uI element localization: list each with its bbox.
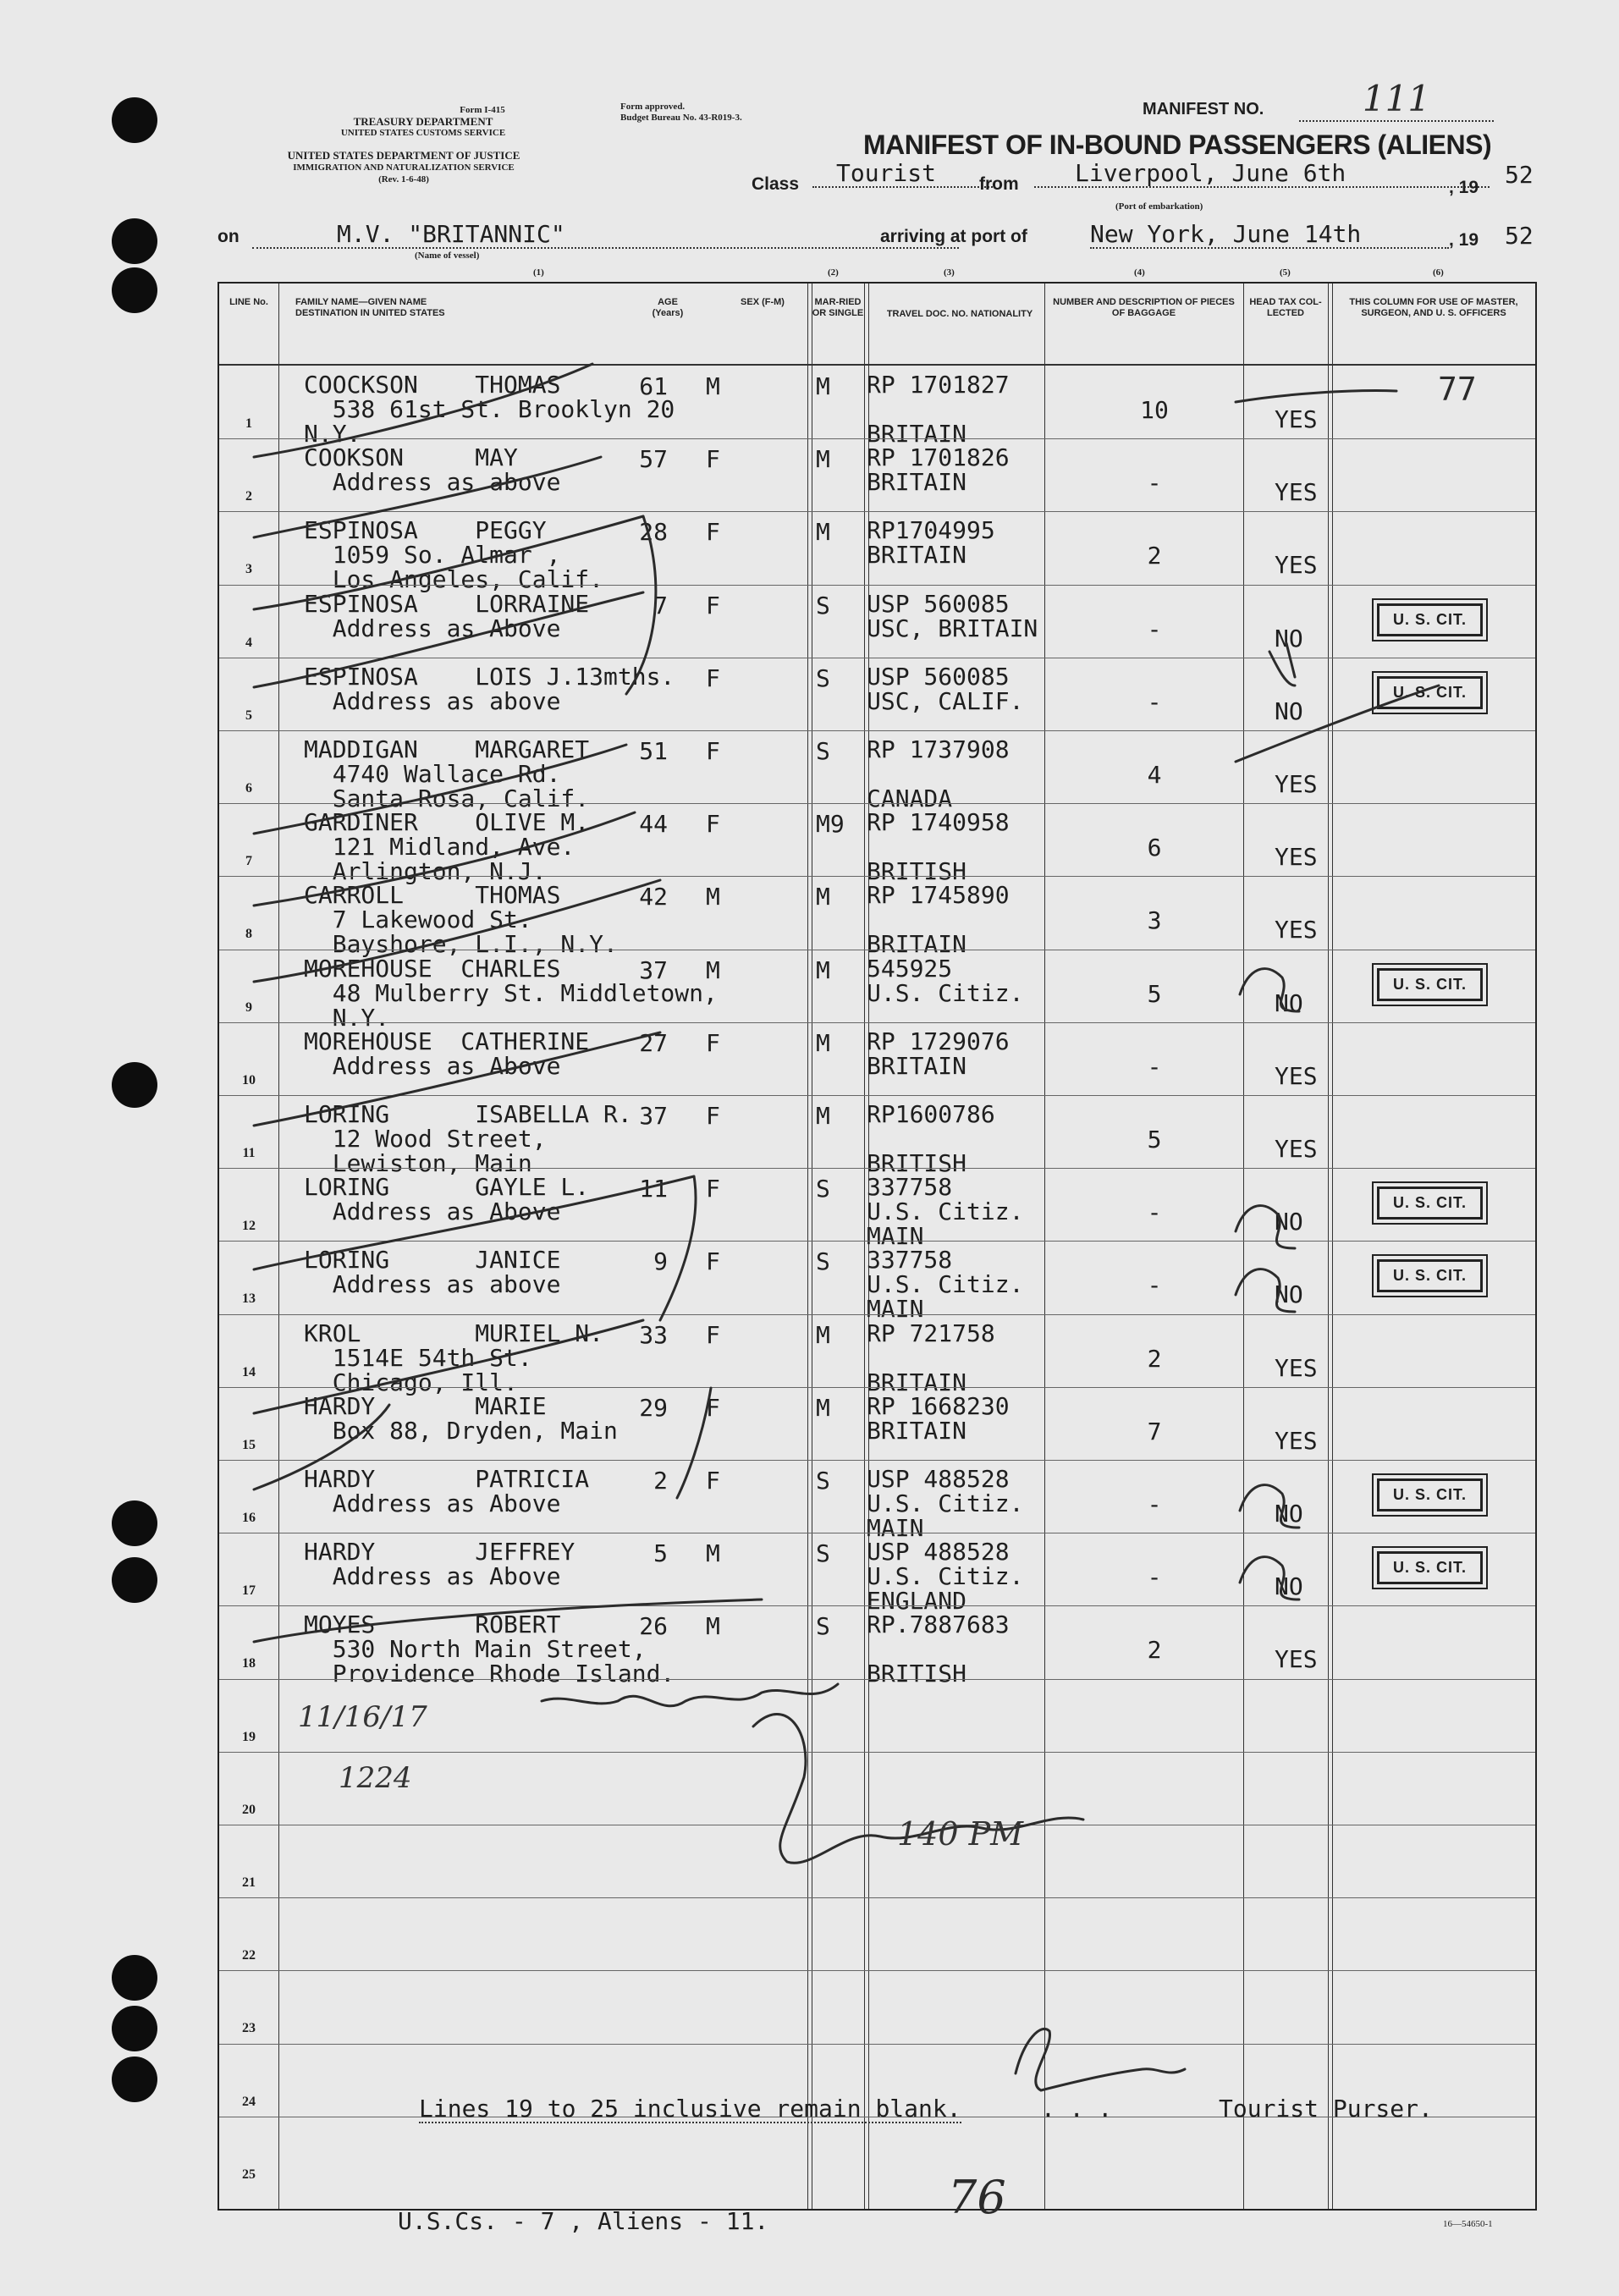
age: 61 bbox=[639, 372, 668, 400]
from-label: from bbox=[979, 174, 1019, 194]
baggage-count: - bbox=[1147, 1563, 1162, 1592]
baggage-count: - bbox=[1147, 1490, 1162, 1518]
passenger-name: CARROLL THOMAS bbox=[304, 881, 561, 910]
age: 37 bbox=[639, 1102, 668, 1130]
totals-line: U.S.Cs. - 7 , Aliens - 11. bbox=[398, 2207, 769, 2235]
sex: F bbox=[706, 1247, 720, 1276]
head-tax-collected: YES bbox=[1275, 1061, 1318, 1090]
head-tax-collected: YES bbox=[1275, 1645, 1318, 1674]
passenger-name: LORING GAYLE L. bbox=[304, 1173, 590, 1202]
destination-address: Address as Above bbox=[304, 614, 561, 642]
head-tax-collected: NO bbox=[1275, 988, 1303, 1017]
travel-document-nationality: USP 488528 U.S. Citiz. ENGLAND bbox=[867, 1538, 1024, 1616]
marital-status: S bbox=[816, 1539, 830, 1568]
handwritten-date: 11/16/17 bbox=[298, 1700, 427, 1734]
destination-address: Address as Above bbox=[304, 1562, 561, 1591]
check-mark bbox=[1240, 969, 1299, 1011]
head-tax-collected: YES bbox=[1275, 1426, 1318, 1455]
revision-date: (Rev. 1-6-48) bbox=[378, 174, 429, 184]
check-mark bbox=[660, 1176, 696, 1320]
sex: F bbox=[706, 1393, 720, 1422]
vessel-name-label: (Name of vessel) bbox=[415, 251, 480, 261]
baggage-count: 10 bbox=[1140, 396, 1169, 424]
head-tax-collected: NO bbox=[1275, 1280, 1303, 1309]
treasury-department: TREASURY DEPARTMENT bbox=[353, 115, 493, 128]
sex: M bbox=[706, 372, 720, 400]
ins-label: IMMIGRATION AND NATURALIZATION SERVICE bbox=[293, 162, 515, 173]
age: 5 bbox=[653, 1539, 668, 1568]
passenger-name: ESPINOSA PEGGY bbox=[304, 516, 547, 545]
marital-status: S bbox=[816, 591, 830, 619]
handwritten-page-mark: 76 bbox=[948, 2171, 1006, 2224]
us-citizen-stamp: U. S. CIT. bbox=[1377, 1259, 1483, 1292]
age: 57 bbox=[639, 445, 668, 474]
port-of-embarkation-label: (Port of embarkation) bbox=[1115, 201, 1203, 212]
marital-status: S bbox=[816, 1247, 830, 1276]
manifest-number: 111 bbox=[1299, 78, 1494, 122]
passenger-name: LORING ISABELLA R. bbox=[304, 1100, 632, 1128]
check-mark bbox=[254, 1320, 643, 1413]
header-head-tax: HEAD TAX COL-LECTED bbox=[1249, 297, 1322, 318]
sex: F bbox=[706, 1102, 720, 1130]
baggage-count: 2 bbox=[1147, 1344, 1162, 1373]
head-tax-collected: NO bbox=[1275, 1208, 1303, 1236]
destination-address: Box 88, Dryden, Main bbox=[304, 1416, 618, 1445]
year-prefix-1: , 19 bbox=[1449, 178, 1479, 197]
marital-status: M bbox=[816, 372, 830, 400]
sex: F bbox=[706, 810, 720, 839]
age: 11 bbox=[639, 1175, 668, 1203]
travel-document-nationality: 337758 U.S. Citiz. MAIN bbox=[867, 1246, 1024, 1324]
destination-address: 538 61st St. Brooklyn 20 N.Y. bbox=[304, 395, 675, 448]
line-number: 13 bbox=[242, 1291, 256, 1307]
destination-address: 530 North Main Street, Providence Rhode Island. bbox=[332, 1635, 675, 1688]
destination-address: 1514E 54th St. Chicago, Ill. bbox=[332, 1343, 532, 1396]
destination-address: Address as above bbox=[304, 686, 561, 715]
us-citizen-stamp: U. S. CIT. bbox=[1377, 1551, 1483, 1584]
remain-blank-note: Lines 19 to 25 inclusive remain blank. bbox=[419, 2095, 961, 2123]
age: 2 bbox=[653, 1467, 668, 1495]
line-number: 14 bbox=[242, 1364, 256, 1379]
head-tax-collected: NO bbox=[1275, 1572, 1303, 1601]
sex: M bbox=[706, 1539, 720, 1568]
line-number: 12 bbox=[242, 1219, 256, 1234]
check-mark bbox=[1236, 685, 1439, 762]
check-mark bbox=[1236, 1206, 1295, 1248]
travel-document-nationality: RP 1668230 BRITAIN bbox=[867, 1391, 1010, 1445]
arrival-port: New York, June 14th bbox=[1090, 222, 1449, 249]
baggage-count: - bbox=[1147, 1198, 1162, 1227]
marital-status: M9 bbox=[816, 810, 845, 839]
passenger-name: MOREHOUSE CATHERINE bbox=[304, 1027, 590, 1055]
marital-status: M bbox=[816, 518, 830, 547]
marital-status: S bbox=[816, 1612, 830, 1641]
baggage-count: 2 bbox=[1147, 542, 1162, 570]
column-number-5: (5) bbox=[1280, 267, 1291, 278]
age: 28 bbox=[639, 518, 668, 547]
check-mark bbox=[254, 745, 626, 837]
travel-document-nationality: RP 721758 BRITAIN bbox=[867, 1319, 995, 1396]
marital-status: M bbox=[816, 445, 830, 474]
check-mark bbox=[254, 589, 643, 687]
header-sex: SEX (F-M) bbox=[741, 297, 785, 307]
travel-document-nationality: RP 1740958 BRITISH bbox=[867, 808, 1010, 886]
sex: M bbox=[706, 1612, 720, 1641]
embarkation-port: Liverpool, June 6th bbox=[1034, 161, 1490, 188]
head-tax-collected: YES bbox=[1275, 770, 1318, 798]
us-citizen-stamp: U. S. CIT. bbox=[1377, 603, 1483, 636]
us-citizen-stamp: U. S. CIT. bbox=[1377, 1187, 1483, 1220]
passenger-name: ESPINOSA LORRAINE bbox=[304, 589, 590, 618]
sex: F bbox=[706, 1320, 720, 1349]
baggage-count: 6 bbox=[1147, 834, 1162, 862]
baggage-count: 4 bbox=[1147, 761, 1162, 789]
baggage-count: 5 bbox=[1147, 979, 1162, 1008]
destination-address: Address as above bbox=[304, 468, 561, 497]
line-number: 11 bbox=[242, 1146, 256, 1160]
purser-signature bbox=[1016, 2029, 1185, 2090]
travel-document-nationality: RP1704995 BRITAIN bbox=[867, 516, 995, 570]
destination-address: 1059 So. Almar , Los Angeles, Calif. bbox=[332, 541, 604, 594]
column-number-6: (6) bbox=[1433, 267, 1444, 278]
check-mark bbox=[254, 364, 592, 457]
marital-status: M bbox=[816, 1028, 830, 1057]
line-number: 1 bbox=[245, 416, 252, 431]
on-label: on bbox=[218, 227, 240, 246]
head-tax-collected: YES bbox=[1275, 843, 1318, 872]
destination-address: 4740 Wallace Rd. Santa Rosa, Calif. bbox=[332, 760, 590, 812]
check-mark bbox=[254, 812, 635, 906]
age: 7 bbox=[653, 591, 668, 619]
header-officers-use: THIS COLUMN FOR USE OF MASTER, SURGEON, AND U. S. OFFICERS bbox=[1349, 297, 1518, 318]
check-mark bbox=[677, 1388, 711, 1498]
sex: F bbox=[706, 591, 720, 619]
travel-document-nationality: RP 1745890 BRITAIN bbox=[867, 881, 1010, 959]
sex: F bbox=[706, 445, 720, 474]
arriving-label: arriving at port of bbox=[880, 227, 1027, 246]
header-age: AGE (Years) bbox=[652, 297, 684, 318]
head-tax-collected: YES bbox=[1275, 551, 1318, 580]
line-number: 3 bbox=[245, 562, 252, 577]
header-travel-doc: TRAVEL DOC. NO. NATIONALITY bbox=[886, 309, 1033, 319]
travel-document-nationality: USP 560085 USC, BRITAIN bbox=[867, 589, 1038, 642]
check-mark bbox=[254, 457, 601, 537]
year-2: 52 bbox=[1505, 222, 1534, 250]
us-citizen-stamp: U. S. CIT. bbox=[1377, 676, 1483, 709]
year-1: 52 bbox=[1505, 161, 1534, 189]
check-mark bbox=[254, 1599, 762, 1642]
baggage-count: - bbox=[1147, 469, 1162, 498]
travel-document-nationality: RP 1701826 BRITAIN bbox=[867, 443, 1010, 497]
baggage-count: - bbox=[1147, 1271, 1162, 1300]
handwritten-number: 1224 bbox=[339, 1761, 412, 1795]
check-mark bbox=[626, 516, 656, 694]
marital-status: M bbox=[816, 955, 830, 984]
line-number: 16 bbox=[242, 1511, 256, 1525]
line-number: 22 bbox=[242, 1948, 256, 1963]
check-mark bbox=[1236, 1269, 1295, 1312]
travel-document-nationality: RP 1729076 BRITAIN bbox=[867, 1027, 1010, 1080]
class-label: Class bbox=[752, 174, 800, 194]
check-mark bbox=[254, 1176, 694, 1269]
destination-address: 7 Lakewood St. Bayshore, L.I., N.Y. bbox=[332, 906, 618, 959]
purser-signature-dots: . . . bbox=[1041, 2095, 1113, 2123]
header-baggage: NUMBER AND DESCRIPTION OF PIECES OF BAGGAGE bbox=[1053, 297, 1235, 318]
line-number: 21 bbox=[242, 1875, 256, 1890]
check-mark bbox=[1240, 1485, 1299, 1528]
head-tax-collected: YES bbox=[1275, 1135, 1318, 1163]
destination-address: Address as above bbox=[304, 1270, 561, 1299]
header-name-destination: FAMILY NAME—GIVEN NAME DESTINATION IN UNITED STATES bbox=[295, 297, 445, 318]
destination-address: 12 Wood Street, Lewiston, Main bbox=[332, 1125, 547, 1177]
travel-document-nationality: RP 1701827 BRITAIN bbox=[867, 371, 1010, 448]
sex: F bbox=[706, 1175, 720, 1203]
passenger-name: MADDIGAN MARGARET bbox=[304, 735, 590, 763]
age: 9 bbox=[653, 1247, 668, 1276]
head-tax-collected: NO bbox=[1275, 624, 1303, 652]
column-number-4: (4) bbox=[1134, 267, 1145, 278]
us-citizen-stamp: U. S. CIT. bbox=[1377, 1478, 1483, 1511]
column-number-1: (1) bbox=[533, 267, 544, 278]
travel-document-nationality: 545925 U.S. Citiz. bbox=[867, 954, 1024, 1007]
travel-document-nationality: RP1600786 BRITISH bbox=[867, 1100, 995, 1177]
head-tax-collected: YES bbox=[1275, 916, 1318, 944]
line-number: 19 bbox=[242, 1729, 256, 1744]
class-value: Tourist bbox=[812, 161, 993, 188]
passenger-name: LORING JANICE bbox=[304, 1246, 561, 1275]
passenger-name: MOYES ROBERT bbox=[304, 1611, 561, 1639]
age: 51 bbox=[639, 737, 668, 765]
travel-document-nationality: RP 1737908 CANADA bbox=[867, 735, 1010, 812]
handwritten-time: 140 PM bbox=[897, 1815, 1024, 1853]
passenger-name: HARDY MARIE bbox=[304, 1391, 547, 1420]
marital-status: S bbox=[816, 1175, 830, 1203]
passenger-name: HARDY PATRICIA bbox=[304, 1465, 590, 1493]
line-number: 4 bbox=[245, 635, 252, 650]
customs-service: UNITED STATES CUSTOMS SERVICE bbox=[340, 128, 506, 138]
head-tax-collected: YES bbox=[1275, 478, 1318, 507]
header-married-single: MAR-RIED OR SINGLE bbox=[812, 297, 864, 318]
baggage-count: - bbox=[1147, 687, 1162, 716]
header-line-no: LINE No. bbox=[229, 297, 268, 307]
passenger-name: COOCKSON THOMAS bbox=[304, 371, 561, 399]
head-tax-collected: NO bbox=[1275, 1500, 1303, 1528]
form-number: Form I-415 bbox=[460, 105, 505, 115]
passenger-name: COOKSON MAY bbox=[304, 443, 518, 472]
marital-status: S bbox=[816, 737, 830, 765]
travel-document-nationality: RP.7887683 BRITISH bbox=[867, 1611, 1010, 1688]
passenger-name: MOREHOUSE CHARLES bbox=[304, 954, 561, 983]
line-number: 25 bbox=[242, 2167, 256, 2182]
official-signature bbox=[542, 1684, 838, 1706]
sex: F bbox=[706, 663, 720, 692]
age: 44 bbox=[639, 810, 668, 839]
line-number: 8 bbox=[245, 927, 252, 942]
line-number: 20 bbox=[242, 1802, 256, 1817]
line-number: 17 bbox=[242, 1583, 256, 1599]
line-number: 2 bbox=[245, 489, 252, 504]
age: 33 bbox=[639, 1320, 668, 1349]
document-title: MANIFEST OF IN-BOUND PASSENGERS (ALIENS) bbox=[863, 129, 1492, 160]
sex: F bbox=[706, 518, 720, 547]
sex: M bbox=[706, 883, 720, 911]
check-mark bbox=[1236, 391, 1396, 402]
baggage-count: 7 bbox=[1147, 1417, 1162, 1445]
line-number: 24 bbox=[242, 2094, 256, 2109]
line-number: 23 bbox=[242, 2021, 256, 2036]
marital-status: M bbox=[816, 1320, 830, 1349]
line-number: 7 bbox=[245, 854, 252, 869]
age: 27 bbox=[639, 1028, 668, 1057]
marital-status: M bbox=[816, 1102, 830, 1130]
sex: F bbox=[706, 737, 720, 765]
travel-document-nationality: 337758 U.S. Citiz. MAIN bbox=[867, 1173, 1024, 1251]
column-number-3: (3) bbox=[944, 267, 955, 278]
sex: M bbox=[706, 955, 720, 984]
year-prefix-2: , 19 bbox=[1449, 230, 1479, 250]
marital-status: M bbox=[816, 1393, 830, 1422]
destination-address: 48 Mulberry St. Middletown, N.Y. bbox=[332, 978, 718, 1032]
check-mark bbox=[1269, 643, 1295, 685]
passenger-name: ESPINOSA LOIS J.13mths. bbox=[304, 662, 675, 691]
destination-address: Address as Above bbox=[304, 1198, 561, 1226]
destination-address: Address as Above bbox=[304, 1489, 561, 1517]
travel-document-nationality: USP 560085 USC, CALIF. bbox=[867, 662, 1024, 715]
us-citizen-stamp: U. S. CIT. bbox=[1377, 968, 1483, 1001]
destination-address: Address as Above bbox=[304, 1051, 561, 1080]
line-number: 10 bbox=[242, 1072, 256, 1087]
baggage-count: 5 bbox=[1147, 1126, 1162, 1154]
print-code: 16—54650-1 bbox=[1443, 2219, 1493, 2229]
passenger-name: GARDINER OLIVE M. bbox=[304, 808, 590, 837]
column-number-2: (2) bbox=[828, 267, 839, 278]
check-mark bbox=[1240, 1557, 1299, 1599]
marital-status: S bbox=[816, 663, 830, 692]
baggage-count: 3 bbox=[1147, 906, 1162, 935]
line-number: 6 bbox=[245, 781, 252, 796]
baggage-count: - bbox=[1147, 1052, 1162, 1081]
passenger-name: KROL MURIEL N. bbox=[304, 1319, 604, 1347]
sex: F bbox=[706, 1467, 720, 1495]
vessel-name: M.V. "BRITANNIC" bbox=[252, 222, 959, 249]
budget-bureau-no: Budget Bureau No. 43-R019-3. bbox=[620, 113, 742, 123]
line-number: 5 bbox=[245, 708, 252, 723]
head-tax-collected: NO bbox=[1275, 697, 1303, 725]
age: 26 bbox=[639, 1612, 668, 1641]
check-mark bbox=[254, 1032, 660, 1126]
age: 29 bbox=[639, 1393, 668, 1422]
department-of-justice: UNITED STATES DEPARTMENT OF JUSTICE bbox=[287, 149, 520, 162]
age: 37 bbox=[639, 955, 668, 984]
age: 42 bbox=[639, 883, 668, 911]
travel-document-nationality: USP 488528 U.S. Citiz. MAIN bbox=[867, 1465, 1024, 1542]
marital-status: M bbox=[816, 883, 830, 911]
line-number: 18 bbox=[242, 1656, 256, 1671]
sex: F bbox=[706, 1028, 720, 1057]
passenger-name: HARDY JEFFREY bbox=[304, 1538, 575, 1566]
form-approved: Form approved. bbox=[620, 102, 686, 112]
baggage-count: - bbox=[1147, 614, 1162, 643]
baggage-count: 2 bbox=[1147, 1636, 1162, 1665]
check-mark bbox=[254, 516, 643, 609]
manifest-no-label: MANIFEST NO. bbox=[1143, 100, 1264, 118]
officer-note: 77 bbox=[1438, 371, 1477, 408]
head-tax-collected: YES bbox=[1275, 1353, 1318, 1382]
marital-status: S bbox=[816, 1467, 830, 1495]
destination-address: 121 Midland, Ave. Arlington, N.J. bbox=[332, 833, 575, 886]
line-number: 9 bbox=[245, 999, 252, 1015]
head-tax-collected: YES bbox=[1275, 405, 1318, 433]
purser-title: Tourist Purser. bbox=[1219, 2095, 1433, 2123]
check-mark bbox=[254, 1405, 389, 1489]
line-number: 15 bbox=[242, 1437, 256, 1452]
